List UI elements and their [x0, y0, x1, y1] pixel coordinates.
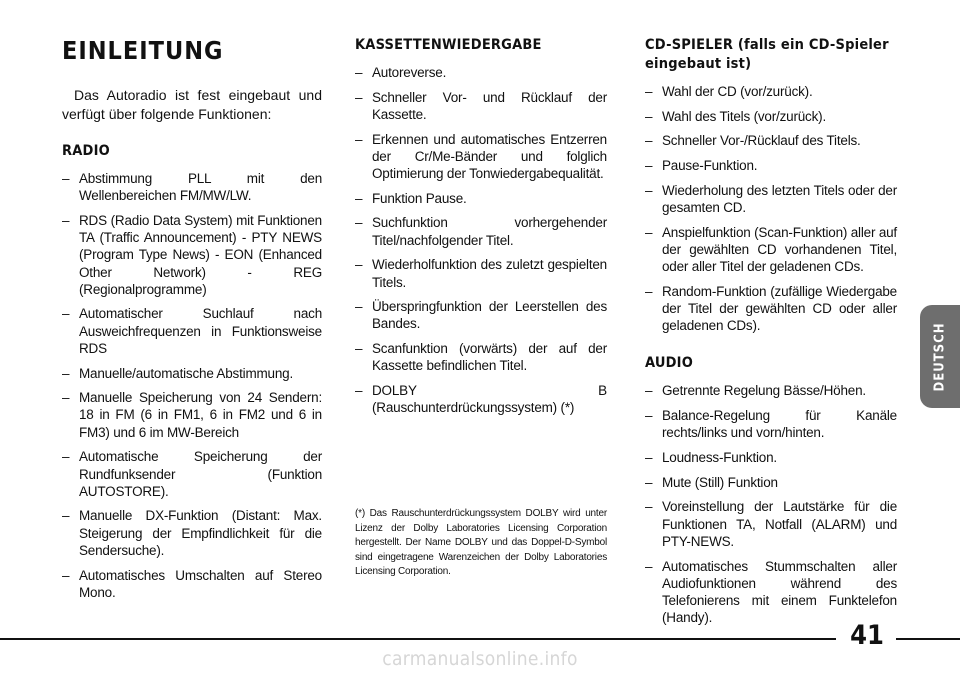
list-item: – Erkennen und automatisches Entzerren der Cr/Me-Bänder und folglich Optimierung der Tonwiedergabequalität.	[355, 131, 607, 183]
list-item: – Automatische Speicherung der Rundfunksender (Funktion AUTOSTORE).	[62, 448, 322, 500]
column-left	[62, 36, 322, 608]
list-item: – Voreinstellung der Lautstärke für die Funktionen TA, Notfall (ALARM) und PTY-NEWS.	[645, 498, 897, 550]
language-tab	[920, 305, 960, 408]
footer-rule-left	[0, 638, 836, 640]
list-item: – Random-Funktion (zufällige Wiedergabe der Titel der gewählten CD oder aller geladenen CDs).	[645, 283, 897, 335]
list-item: – Funktion Pause.	[355, 190, 607, 207]
language-tab-label: DEUTSCH	[932, 322, 948, 391]
list-item: – Schneller Vor- und Rücklauf der Kassette.	[355, 89, 607, 123]
audio-heading: AUDIO	[645, 355, 694, 372]
list-item: – Autoreverse.	[355, 64, 607, 81]
list-item: – Schneller Vor-/Rücklauf des Titels.	[645, 132, 897, 149]
radio-heading: RADIO	[62, 143, 110, 159]
page-number: 41	[850, 620, 884, 651]
list-item: – Automatischer Suchlauf nach Ausweichfrequenzen in Funktionsweise RDS	[62, 305, 322, 357]
list-item: – Mute (Still) Funktion	[645, 474, 897, 491]
watermark: carmanualsonline.info	[382, 648, 578, 670]
list-item: – Wiederholfunktion des zuletzt gespielten Titels.	[355, 256, 607, 290]
list-item: – Loudness-Funktion.	[645, 449, 897, 466]
list-item: – Wahl der CD (vor/zurück).	[645, 83, 897, 100]
list-item: – Manuelle Speicherung von 24 Sendern: 18 in FM (6 in FM1, 6 in FM2 und 6 in FM3) und 6 im MW-Bereich	[62, 389, 322, 441]
audio-list	[645, 382, 897, 626]
list-item: – Automatisches Umschalten auf Stereo Mono.	[62, 567, 322, 601]
list-item: – Abstimmung PLL mit den Wellenbereichen FM/MW/LW.	[62, 170, 322, 204]
list-item: – Wahl des Titels (vor/zurück).	[645, 108, 897, 125]
list-item: – Pause-Funktion.	[645, 157, 897, 174]
list-item: – Wiederholung des letzten Titels oder der gesamten CD.	[645, 182, 897, 216]
list-item: – Manuelle/automatische Abstimmung.	[62, 365, 322, 382]
list-item: – RDS (Radio Data System) mit Funktionen TA (Traffic Announcement) - PTY NEWS (Program Type News) - EON (Enhanced Other Network) - REG (Regionalprogramme)	[62, 212, 322, 298]
cd-list	[645, 83, 897, 334]
column-middle	[355, 36, 607, 424]
footer-rule-right	[896, 638, 960, 640]
kassette-list	[355, 64, 607, 416]
kassette-heading: KASSETTENWIEDERGABE	[355, 37, 542, 53]
cd-heading: CD-SPIELER (falls ein CD-Spieler eingebaut ist)	[645, 37, 889, 72]
list-item: – Manuelle DX-Funktion (Distant: Max. Steigerung der Empfindlichkeit für die Sendersuche).	[62, 507, 322, 559]
list-item: – Anspielfunktion (Scan-Funktion) aller auf der gewählten CD vorhandenen Titel, oder aller Titel der geladenen CDs.	[645, 224, 897, 276]
list-item: – Automatisches Stummschalten aller Audiofunktionen während des Telefonierens mit einem Funktelefon (Handy).	[645, 558, 897, 627]
page-title: EINLEITUNG	[62, 36, 224, 65]
list-item: – Überspringfunktion der Leerstellen des Bandes.	[355, 298, 607, 332]
radio-list	[62, 170, 322, 601]
list-item: – Getrennte Regelung Bässe/Höhen.	[645, 382, 897, 399]
column-right	[645, 36, 897, 634]
list-item: – Scanfunktion (vorwärts) der auf der Kassette befindlichen Titel.	[355, 340, 607, 374]
list-item: – DOLBY B (Rauschunterdrückungssystem) (*)	[355, 382, 607, 416]
list-item: – Suchfunktion vorhergehender Titel/nachfolgender Titel.	[355, 214, 607, 248]
intro-paragraph: Das Autoradio ist fest eingebaut und verfügt über folgende Funktionen:	[62, 87, 322, 122]
dolby-footnote: (*) Das Rauschunterdrückungssystem DOLBY wird unter Lizenz der Dolby Laboratories Licensing Corporation hergestellt. Der Name DOLBY und das Doppel-D-Symbol sind eingetragene Warenzeichen der Dolby Laboratories Licensing Corporation.	[355, 508, 607, 577]
list-item: – Balance-Regelung für Kanäle rechts/links und vorn/hinten.	[645, 407, 897, 441]
